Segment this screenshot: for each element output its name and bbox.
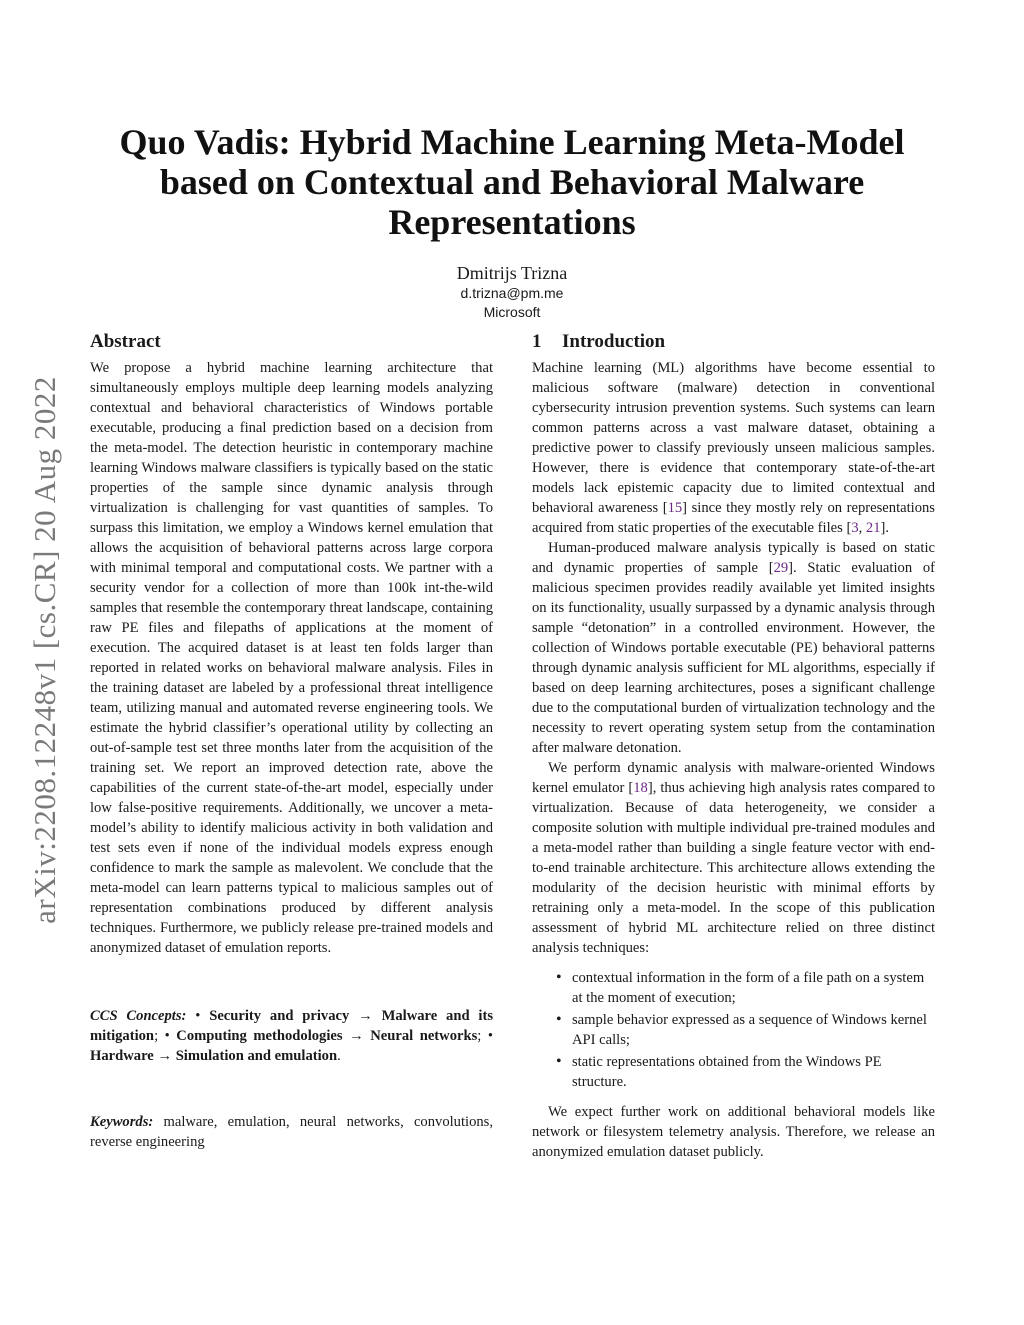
- abstract-text: We propose a hybrid machine learning architecture that simultaneously employs multiple deep learning models analyzing contextual and behavioral characteristics of Windows portable executable, producing a final prediction based on a decision from the meta-model. The detection heuristic in contemporary machine learning Windows malware classifiers is typically based on the static properties of the sample since dynamic analysis through virtualization is challenging for vast quantities of samples. To surpass this limitation, we employ a Windows kernel emulation that allows the acquisition of behavioral patterns across large corpora with minimal temporal and computational costs. We partner with a security vendor for a collection of more than 100k int-the-wild samples that resemble the contemporary threat landscape, containing raw PE files and filepaths of applications at the moment of execution. The acquired dataset is at least ten folds larger than reported in related works on behavioral malware analysis. Files in the training dataset are labeled by a professional threat intelligence team, utilizing manual and automated reverse engineering tools. We estimate the hybrid classifier’s operational utility by collecting an out-of-sample test set three months later from the acquisition of the training set. We report an improved detection rate, above the capabilities of the current state-of-the-art model, especially under low false-positive requirements. Additionally, we uncover a meta-model’s ability to identify malicious activity in both validation and test sets even if none of the individual models express enough confidence to mark the sample as malevolent. We conclude that the meta-model can learn patterns typical to malicious samples out of representation combinations produced by different analysis techniques. Furthermore, we publicly release pre-trained models and anonymized dataset of emulation reports.: [90, 360, 493, 956]
- ccs-arrow: →: [349, 1028, 364, 1044]
- keywords: [90, 1112, 493, 1152]
- citation-15[interactable]: 15: [667, 500, 683, 516]
- section-title: Introduction: [562, 331, 666, 352]
- ccs-end: .: [337, 1048, 341, 1064]
- ccs-concepts: [90, 1006, 493, 1066]
- list-item: • contextual information in the form of a file path on a system at the moment of execution;: [572, 968, 935, 1008]
- citation-29[interactable]: 29: [773, 560, 789, 576]
- keywords-label: Keywords:: [90, 1114, 154, 1130]
- ccs-bullet: •: [487, 1028, 493, 1044]
- author-affiliation: Microsoft: [483, 304, 541, 320]
- ccs-concept-1-a: Security and privacy: [209, 1008, 350, 1024]
- analysis-techniques-list: [532, 968, 935, 1092]
- intro-heading: [532, 330, 935, 354]
- intro-p3-text-a: We perform dynamic analysis with malware-oriented Windows kernel emulator [: [532, 760, 935, 796]
- ccs-concept-1-b: Malware and its mitigation: [90, 1008, 494, 1044]
- list-item: • static representations obtained from the Windows PE structure.: [572, 1052, 935, 1092]
- ccs-arrow: →: [358, 1008, 373, 1024]
- ccs-separator: ;: [154, 1028, 159, 1044]
- citation-3[interactable]: 3: [851, 520, 859, 536]
- intro-p1-end: ].: [880, 520, 890, 536]
- right-column: [532, 330, 935, 1162]
- ccs-bullet: •: [164, 1028, 170, 1044]
- author-email[interactable]: d.trizna@pm.me: [460, 285, 564, 301]
- intro-p2-text-a: Human-produced malware analysis typically is based on static and dynamic properties of sample [: [532, 540, 935, 576]
- left-column: [90, 330, 493, 1152]
- intro-paragraph-4: We expect further work on additional behavioral models like network or filesystem telemetry analysis. Therefore, we release an anonymized emulation dataset publicly.: [532, 1104, 935, 1160]
- author-name: Dmitrijs Trizna: [456, 263, 568, 283]
- ccs-concept-3-a: Hardware: [90, 1048, 154, 1064]
- ccs-concept-3-b: Simulation and emulation: [175, 1048, 338, 1064]
- abstract-heading: Abstract: [90, 331, 161, 352]
- intro-paragraph-1: [532, 358, 935, 538]
- intro-p3-text-b: ], thus achieving high analysis rates compared to virtualization. Because of data heterogeneity, we consider a composite solution with multiple individual pre-trained modules and a meta-model rather than building a single feature vector with end-to-end trainable architecture. This architecture allows extending the modularity of the decision heuristic with minimal efforts by retraining only a meta-model. In the scope of this publication assessment of hybrid ML architecture relied on three distinct analysis techniques:: [532, 780, 935, 956]
- keywords-text: malware, emulation, neural networks, convolutions, reverse engineering: [90, 1114, 493, 1150]
- ccs-label: CCS Concepts:: [90, 1008, 187, 1024]
- intro-p1-text-a: Machine learning (ML) algorithms have become essential to malicious software (malware) detection in conventional cybersecurity intrusion prevention systems. Such systems can learn common patterns across a vast malware dataset, obtaining a predictive power to classify previously unseen malicious samples. However, there is evidence that contemporary state-of-the-art models lack epistemic capacity due to limited contextual and behavioral awareness [: [532, 360, 935, 516]
- ccs-arrow: →: [157, 1048, 173, 1064]
- ccs-bullet: •: [195, 1008, 201, 1024]
- intro-paragraph-2: [532, 538, 935, 758]
- ccs-separator: ;: [477, 1028, 482, 1044]
- section-number: 1: [532, 331, 542, 352]
- ccs-concept-2-b: Neural networks: [370, 1028, 478, 1044]
- title-block: [90, 122, 934, 322]
- list-item: • sample behavior expressed as a sequence of Windows kernel API calls;: [572, 1010, 935, 1050]
- intro-p1-comma: ,: [858, 520, 866, 536]
- intro-p2-text-b: ]. Static evaluation of malicious specimen provides readily available yet limited insights on its functionality, usually surpassed by a dynamic analysis through sample “detonation” in a controlled environment. However, the collection of Windows portable executable (PE) behavioral patterns through dynamic analysis sufficient for ML algorithms, especially if based on deep learning architectures, poses a significant challenge due to the computational burden of virtualization technology and the necessity to revert operating system setup from the contamination after malware detonation.: [532, 560, 935, 756]
- arxiv-identifier: arXiv:2208.12248v1 [cs.CR] 20 Aug 2022: [27, 376, 62, 924]
- citation-21[interactable]: 21: [865, 520, 881, 536]
- paper-title: Quo Vadis: Hybrid Machine Learning Meta-Model based on Contextual and Behavioral Malware Representations: [119, 122, 905, 242]
- ccs-concept-2-a: Computing methodologies: [176, 1028, 343, 1044]
- citation-18[interactable]: 18: [633, 780, 648, 796]
- intro-paragraph-3: [532, 758, 935, 958]
- intro-p1-text-b: ] since they mostly rely on representations acquired from static properties of the executable files [: [532, 500, 935, 536]
